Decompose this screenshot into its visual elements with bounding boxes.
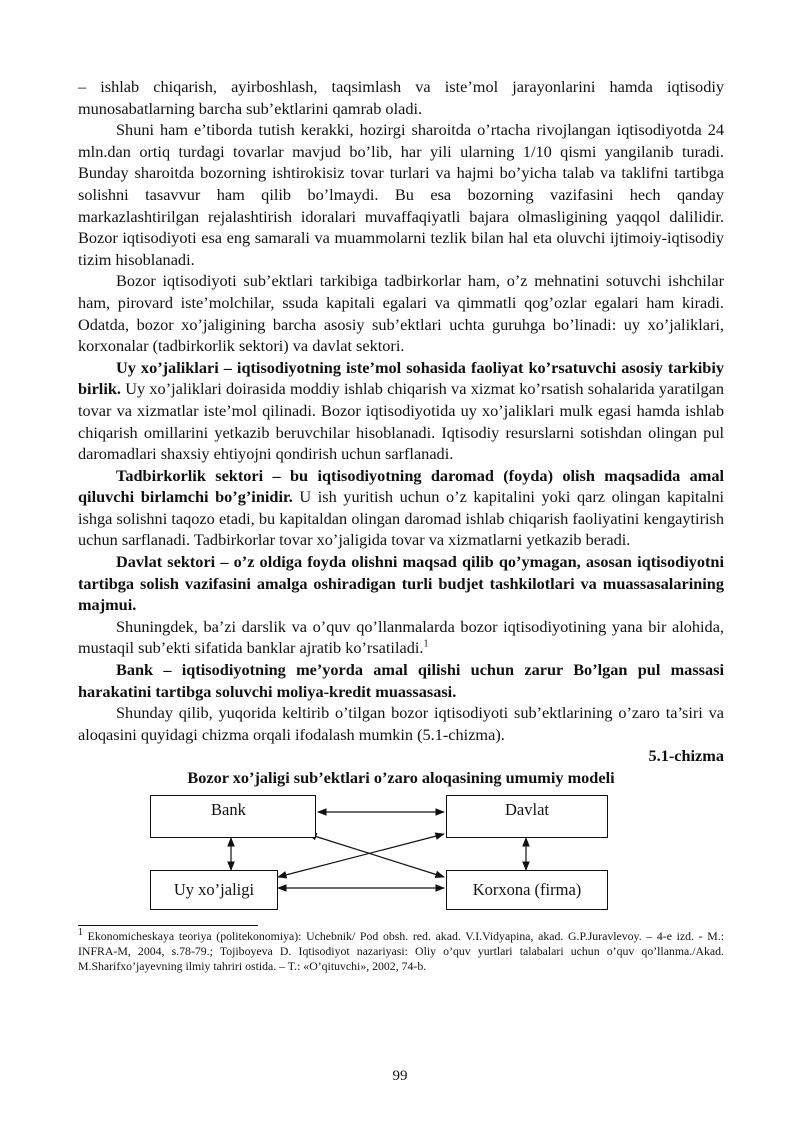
figure-label: 5.1-chizma	[648, 746, 724, 766]
paragraph-9: Shunday qilib, yuqorida keltirib o’tilgan bozor iqtisodiyoti sub’ektlarining o’zaro ta’siri va aloqasini quyidagi chizma orqali ifodalash mumkin (5.1-chizma).	[78, 703, 724, 744]
paragraph-1: – ishlab chiqarish, ayirboshlash, taqsimlash va iste’mol jarayonlarini hamda iqtisodiy munosabatlarning barcha sub’ektlarini qamrab oladi.	[78, 77, 724, 118]
definition-tadbirkorlik: Tadbirkorlik sektori – bu iqtisodiyotning daromad (foyda) olish maqsadida amal qiluvchi birlamchi bo’g’inidir.	[78, 465, 724, 507]
box-korxona: Korxona (firma)	[446, 870, 608, 910]
footnote-text: Ekonomicheskaya teoriya (politekonomiya): Uchebnik/ Pod obsh. red. akad. V.I.Vidyapina, akad. G.P.Juravlevoy. – 4-e izd. - M.: INFRA-M, 2004, s.78-79.; Tojiboyeva D. Iqtisodiyot nazariyasi: Oliy o’quv yurtlari talabalari uchun o’quv qo’llanma./Akad. M.Sharifxo’jayevning ilmiy tahriri ostida. – T.: «O’qituvchi», 2002, 74-b.	[78, 928, 724, 974]
page-number: 99	[392, 1068, 408, 1084]
paragraph-2: Shuni ham e’tiborda tutish kerakki, hozirgi sharoitda o’rtacha rivojlangan iqtisodiyotda 24 mln.dan ortiq turdagi tovarlar mavjud bo’lib, har yili ularning 1/10 qismi yangilanib turadi. Bunday sharoitda bozorning ishtirokisiz tovar turlari va hajmi bo’yicha talab va taklifni tartibga solishni tasavvur ham qilib bo’lmaydi. Bu esa bozorning vazifasini hech qanday markazlashtirilgan rejalashtirish idoralari muvaffaqiyatli bajara olmasligining yaqqol dalilidir. Bozor iqtisodiyoti esa eng samarali va muammolarni tezlik bilan hal eta oluvchi ijtimoiy-iqtisodiy tizim hisoblanadi.	[78, 120, 724, 269]
box-davlat: Davlat	[446, 795, 608, 838]
box-bank: Bank	[150, 795, 316, 838]
subjects-diagram	[78, 789, 724, 919]
footnote-marker: 1	[78, 926, 83, 938]
paragraph-7	[78, 616, 724, 659]
definition-davlat-sektori: Davlat sektori – o’z oldiga foyda olishni maqsad qilib qo’ymagan, asosan iqtisodiyotni tartibga solish vazifasini amalga oshiradigan turli budjet tashkilotlari va muassasalarining majmui.	[78, 552, 724, 615]
box-uy-xojaligi: Uy xo’jaligi	[150, 870, 278, 910]
page-content	[78, 76, 724, 975]
footnote-separator	[78, 925, 258, 926]
paragraph-4-text: Uy xo’jaliklari doirasida moddiy ishlab chiqarish va xizmat ko’rsatish sohalarida yaratilgan tovar va xizmatlar iste’mol qilinadi. Bozor iqtisodiyotida uy xo’jaliklari mulk egasi hamda ishlab chiqarish omillarini yetkazib beruvchilar hisoblanadi. Iqtisodiy resurslarni sotishdan olingan pul daromadlari shaxsiy ehtiyojni qondirish uchun sarflanadi.	[78, 379, 724, 464]
definition-bank: Bank – iqtisodiyotning me’yorda amal qilishi uchun zarur Bo’lgan pul massasi harakatini tartibga soluvchi moliya-kredit muassasasi.	[78, 660, 724, 701]
arrow-bank-korxona	[308, 834, 444, 877]
paragraph-3: Bozor iqtisodiyoti sub’ektlari tarkibiga tadbirkorlar ham, o’z mehnatini sotuvchi ishchilar ham, pirovard iste’molchilar, ssuda kapitali egalari va qimmatli qog’ozlar egalari ham kiradi. Odatda, bozor xo’jaligining barcha asosiy sub’ektlari uchta guruhga bo’linadi: uy xo’jaliklari, korxonalar (tadbirkorlik sektori) va davlat sektori.	[78, 271, 724, 356]
footnote	[78, 926, 724, 975]
definition-uy-xojaliklari: Uy xo’jaliklari – iqtisodiyotning iste’mol sohasida faoliyat ko’rsatuvchi asosiy tarkibiy birlik.	[78, 357, 724, 399]
arrow-uy-davlat	[278, 834, 444, 877]
figure-title: Bozor xo’jaligi sub’ektlari o’zaro aloqasining umumiy modeli	[187, 768, 615, 787]
paragraph-5-text: U ish yuritish uchun o’z kapitalini yoki qarz olingan kapitalni ishga solishni taqozo etadi, bu kapitaldan olingan daromad ishlab chiqarish faoliyatini kengaytirish uchun sarflanadi. Tadbirkorlar tovar xo’jaligida tovar va xizmatlarni yetkazib beradi.	[78, 487, 724, 550]
paragraph-7-text: Shuningdek, ba’zi darslik va o’quv qo’llanmalarda bozor iqtisodiyotining yana bir alohida, mustaqil sub’ekti sifatida banklar ajratib ko’rsatiladi.	[78, 616, 724, 658]
paragraph-uy-xojaliklari	[78, 357, 724, 465]
footnote-ref[interactable]: 1	[423, 639, 429, 651]
paragraph-tadbirkorlik	[78, 465, 724, 551]
